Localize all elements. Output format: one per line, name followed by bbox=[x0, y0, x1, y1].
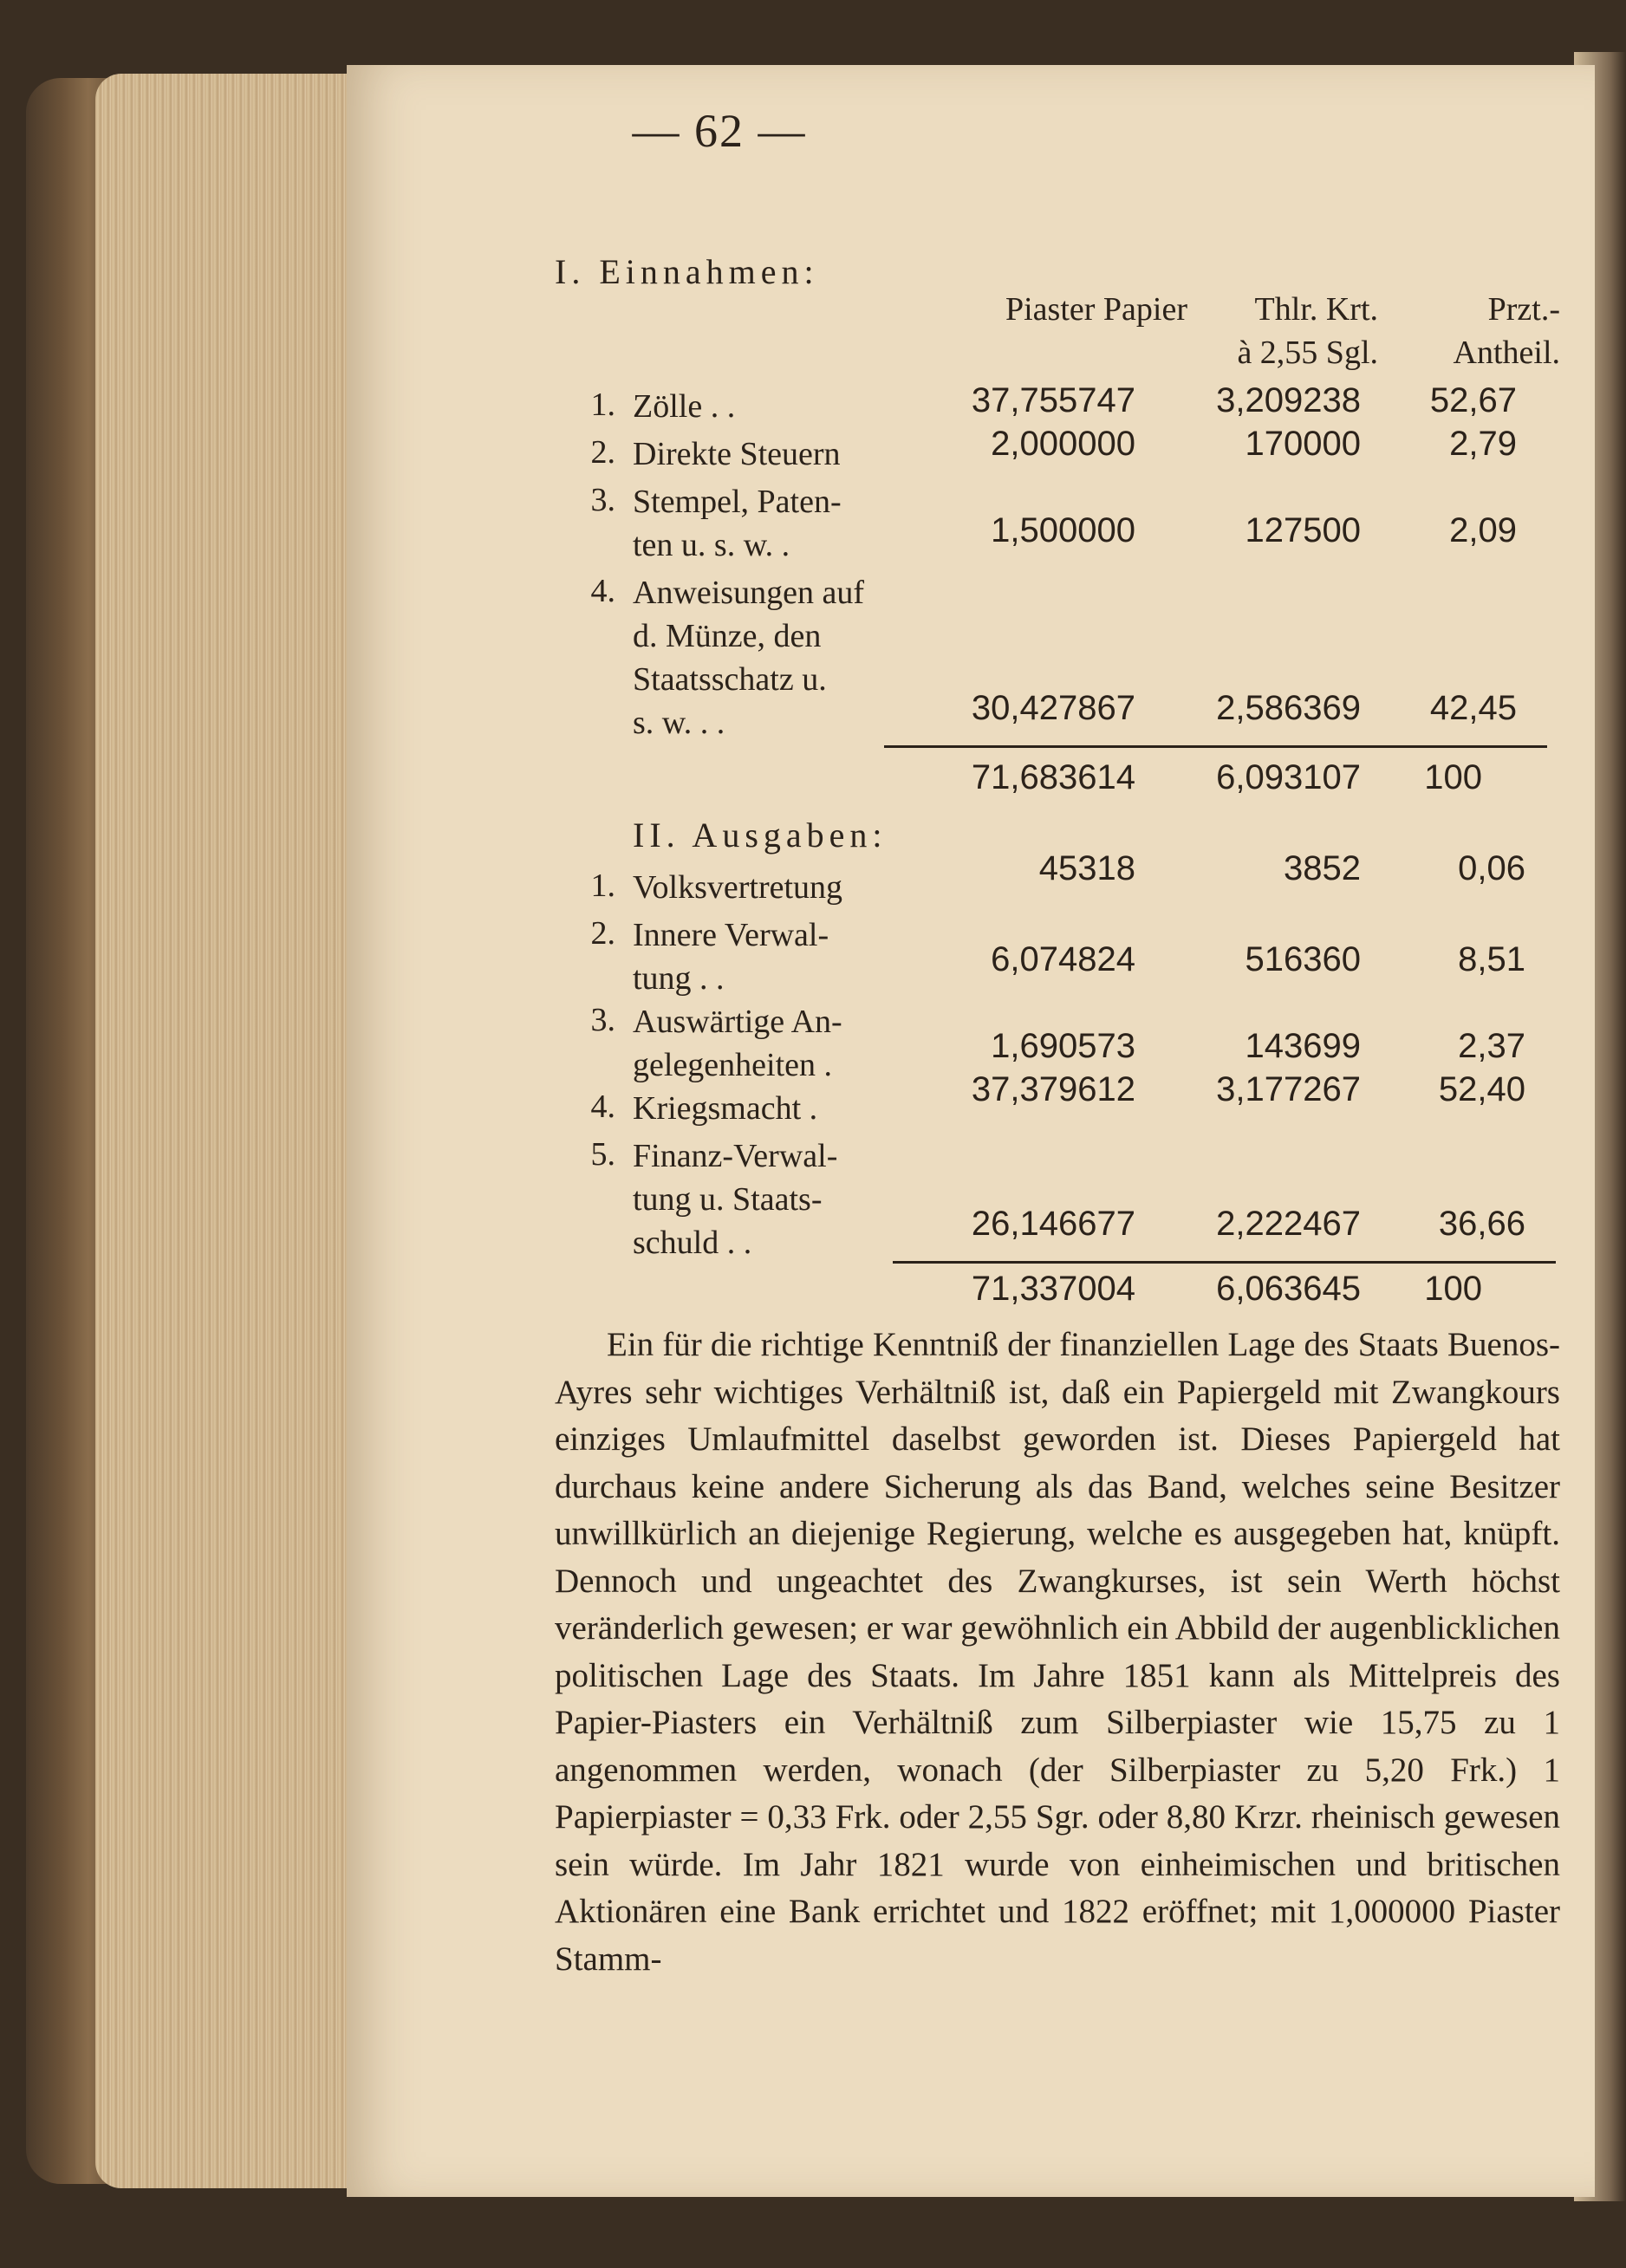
expense-row-5-number: 5. bbox=[590, 1136, 615, 1173]
expense-row-5-label-line1: Finanz-Verwal- bbox=[633, 1138, 838, 1174]
expense-row-3-thlr: 143699 bbox=[1245, 1027, 1361, 1065]
income-row-3-pct: 2,09 bbox=[1449, 511, 1517, 549]
income-row-2-piaster: 2,000000 bbox=[991, 425, 1135, 463]
income-row-4-label-line2: d. Münze, den bbox=[633, 618, 822, 654]
body-paragraph bbox=[555, 1322, 1560, 1983]
page-edges bbox=[95, 74, 381, 2188]
body-paragraph-text: Ein für die richtige Kenntniß der finanziellen Lage des Staats Buenos-Ayres sehr wichtiges Verhältniß ist, daß ein Papiergeld mit Zwangkours einziges Umlaufmittel daselbst geworden ist. Dieses Papiergeld hat durchaus keine andere Sicherung als das Band, welches seine Besitzer unwillkürlich an diejenige Regierung, welche es ausgegeben hat, knüpft. Dennoch und ungeachtet des Zwangkurses, ist sein Werth höchst veränderlich gewesen; er war gewöhnlich ein Abbild der augenblicklichen politischen Lage des Staats. Im Jahre 1851 kann als Mittelpreis des Papier-Piasters ein Verhältniß zum Silberpiaster wie 15,75 zu 1 angenommen werden, wonach (der Silberpiaster zu 5,20 Frk.) 1 Papierpiaster = 0,33 Frk. oder 2,55 Sgr. oder 8,80 Krzr. rheinisch gewesen sein würde. Im Jahr 1821 wurde von einheimischen und britischen Aktionären eine Bank errichtet und 1822 eröffnet; mit 1,000000 Piaster Stamm- bbox=[555, 1326, 1560, 1978]
expense-total-piaster: 71,337004 bbox=[971, 1270, 1135, 1308]
expense-row-4-pct: 52,40 bbox=[1438, 1070, 1525, 1108]
income-row-2-number: 2. bbox=[590, 434, 615, 471]
income-row-4-label-line3: Staatsschatz u. bbox=[633, 661, 827, 698]
expense-row-2-pct: 8,51 bbox=[1458, 940, 1525, 978]
expense-row-5-label-line3: schuld . . bbox=[633, 1225, 752, 1261]
expense-row-3-number: 3. bbox=[590, 1002, 615, 1038]
income-row-4-number: 4. bbox=[590, 573, 615, 609]
income-row-4-label-line1: Anweisungen auf bbox=[633, 575, 864, 611]
income-row-3-label-line2: ten u. s. w. . bbox=[633, 527, 790, 563]
expense-row-4-thlr: 3,177267 bbox=[1216, 1070, 1361, 1108]
income-total-rule bbox=[884, 745, 1547, 748]
income-row-1-label: Zölle . . bbox=[633, 388, 736, 425]
income-row-4-piaster: 30,427867 bbox=[971, 689, 1135, 727]
expense-row-5-pct: 36,66 bbox=[1438, 1205, 1525, 1243]
income-total-thlr: 6,093107 bbox=[1216, 758, 1361, 796]
expense-row-2-number: 2. bbox=[590, 915, 615, 952]
expense-total-thlr: 6,063645 bbox=[1216, 1270, 1361, 1308]
expense-total-rule bbox=[893, 1261, 1556, 1264]
expense-row-3-label-line1: Auswärtige An- bbox=[633, 1004, 842, 1040]
expense-row-4-piaster: 37,379612 bbox=[971, 1070, 1135, 1108]
col-head-pct: Przt.- bbox=[1487, 291, 1560, 328]
expense-row-2-label-line1: Innere Verwal- bbox=[633, 917, 829, 953]
expense-total-pct: 100 bbox=[1424, 1270, 1482, 1308]
income-row-2-label: Direkte Steuern bbox=[633, 436, 841, 472]
income-row-1-pct: 52,67 bbox=[1429, 381, 1517, 419]
expense-row-5-thlr: 2,222467 bbox=[1216, 1205, 1361, 1243]
col-head-pct-share: Antheil. bbox=[1453, 335, 1560, 371]
expense-row-4-number: 4. bbox=[590, 1089, 615, 1125]
page-number: — 62 — bbox=[632, 105, 807, 157]
income-row-3-piaster: 1,500000 bbox=[991, 511, 1135, 549]
income-row-3-number: 3. bbox=[590, 482, 615, 518]
income-row-1-thlr: 3,209238 bbox=[1216, 381, 1361, 419]
expenses-title: II. Ausgaben: bbox=[633, 816, 888, 855]
expense-row-3-pct: 2,37 bbox=[1458, 1027, 1525, 1065]
income-row-1-number: 1. bbox=[590, 387, 615, 423]
income-row-3-thlr: 127500 bbox=[1245, 511, 1361, 549]
expense-row-1-piaster: 45318 bbox=[1038, 849, 1135, 887]
expense-row-1-thlr: 3852 bbox=[1284, 849, 1361, 887]
expense-row-4-label: Kriegsmacht . bbox=[633, 1090, 818, 1127]
expense-row-1-number: 1. bbox=[590, 868, 615, 904]
income-title: I. Einnahmen: bbox=[555, 252, 819, 291]
income-row-2-pct: 2,79 bbox=[1449, 425, 1517, 463]
expense-row-5-piaster: 26,146677 bbox=[971, 1205, 1135, 1243]
expense-row-2-label-line2: tung . . bbox=[633, 960, 725, 997]
income-row-3-label-line1: Stempel, Paten- bbox=[633, 484, 842, 520]
col-head-thlr-rate: à 2,55 Sgl. bbox=[1237, 335, 1378, 371]
expense-row-1-label: Volksvertretung bbox=[633, 869, 843, 906]
expense-row-2-piaster: 6,074824 bbox=[991, 940, 1135, 978]
col-head-piaster: Piaster Papier bbox=[1005, 291, 1187, 328]
expense-row-2-thlr: 516360 bbox=[1245, 940, 1361, 978]
income-total-pct: 100 bbox=[1424, 758, 1482, 796]
income-row-4-thlr: 2,586369 bbox=[1216, 689, 1361, 727]
expense-row-3-label-line2: gelegenheiten . bbox=[633, 1047, 833, 1083]
income-row-4-label-line4: s. w. . . bbox=[633, 705, 725, 741]
col-head-thlr: Thlr. Krt. bbox=[1254, 291, 1378, 328]
income-row-1-piaster: 37,755747 bbox=[971, 381, 1135, 419]
expense-row-5-label-line2: tung u. Staats- bbox=[633, 1181, 823, 1218]
income-row-2-thlr: 170000 bbox=[1245, 425, 1361, 463]
expense-row-3-piaster: 1,690573 bbox=[991, 1027, 1135, 1065]
expense-row-1-pct: 0,06 bbox=[1458, 849, 1525, 887]
income-row-4-pct: 42,45 bbox=[1429, 689, 1517, 727]
income-total-piaster: 71,683614 bbox=[971, 758, 1135, 796]
